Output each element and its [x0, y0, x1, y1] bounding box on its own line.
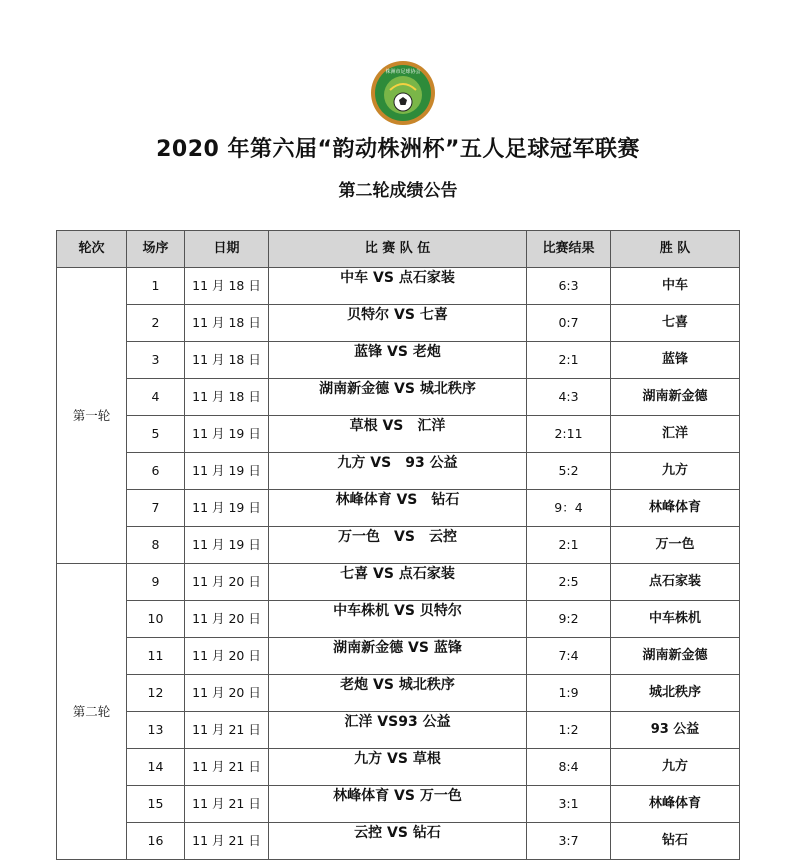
- header-match-no: 场序: [127, 231, 185, 268]
- date-cell: 11 月 21 日: [185, 786, 269, 823]
- match-no-cell: 10: [127, 601, 185, 638]
- score-cell: 2:1: [527, 527, 611, 564]
- table-row: [57, 675, 740, 712]
- match-no-cell: 4: [127, 379, 185, 416]
- date-cell: 11 月 20 日: [185, 675, 269, 712]
- date-cell: 11 月 20 日: [185, 638, 269, 675]
- match-no-cell: 13: [127, 712, 185, 749]
- table-row: [57, 527, 740, 564]
- match-no-cell: 6: [127, 453, 185, 490]
- table-row: [57, 564, 740, 601]
- match-no-cell: 2: [127, 305, 185, 342]
- table-row: [57, 453, 740, 490]
- match-no-cell: 3: [127, 342, 185, 379]
- date-cell: 11 月 19 日: [185, 490, 269, 527]
- match-no-cell: 8: [127, 527, 185, 564]
- table-row: [57, 416, 740, 453]
- table-row: [57, 379, 740, 416]
- match-no-cell: 15: [127, 786, 185, 823]
- teams-cell: 林峰体育 VS 钻石: [269, 490, 527, 527]
- teams-cell: 林峰体育 VS 万一色: [269, 786, 527, 823]
- winner-cell: 九方: [611, 749, 740, 786]
- winner-cell: 湖南新金德: [611, 638, 740, 675]
- teams-cell: 湖南新金德 VS 城北秩序: [269, 379, 527, 416]
- score-cell: 1:9: [527, 675, 611, 712]
- date-cell: 11 月 21 日: [185, 749, 269, 786]
- teams-cell: 万一色 VS 云控: [269, 527, 527, 564]
- date-cell: 11 月 18 日: [185, 342, 269, 379]
- score-cell: 1:2: [527, 712, 611, 749]
- score-cell: 8:4: [527, 749, 611, 786]
- score-cell: 3:7: [527, 823, 611, 860]
- teams-cell: 九方 VS 草根: [269, 749, 527, 786]
- teams-cell: 中车株机 VS 贝特尔: [269, 601, 527, 638]
- score-cell: 5:2: [527, 453, 611, 490]
- teams-cell: 蓝锋 VS 老炮: [269, 342, 527, 379]
- match-no-cell: 5: [127, 416, 185, 453]
- table-row: [57, 342, 740, 379]
- table-row: [57, 601, 740, 638]
- winner-cell: 九方: [611, 453, 740, 490]
- winner-cell: 93 公益: [611, 712, 740, 749]
- teams-cell: 湖南新金德 VS 蓝锋: [269, 638, 527, 675]
- winner-cell: 中车: [611, 268, 740, 305]
- teams-cell: 九方 VS 93 公益: [269, 453, 527, 490]
- header-result: 比赛结果: [527, 231, 611, 268]
- teams-cell: 汇洋 VS93 公益: [269, 712, 527, 749]
- table-row: [57, 268, 740, 305]
- date-cell: 11 月 20 日: [185, 564, 269, 601]
- teams-cell: 老炮 VS 城北秩序: [269, 675, 527, 712]
- score-cell: 2:11: [527, 416, 611, 453]
- score-cell: 9:2: [527, 601, 611, 638]
- score-cell: 6:3: [527, 268, 611, 305]
- match-no-cell: 11: [127, 638, 185, 675]
- date-cell: 11 月 20 日: [185, 601, 269, 638]
- header-winner: 胜 队: [611, 231, 740, 268]
- date-cell: 11 月 21 日: [185, 712, 269, 749]
- table-header-row: [57, 231, 740, 268]
- match-no-cell: 9: [127, 564, 185, 601]
- score-cell: 2:5: [527, 564, 611, 601]
- winner-cell: 点石家装: [611, 564, 740, 601]
- table-row: [57, 638, 740, 675]
- results-body: [57, 268, 740, 860]
- match-no-cell: 12: [127, 675, 185, 712]
- table-row: [57, 786, 740, 823]
- date-cell: 11 月 19 日: [185, 416, 269, 453]
- date-cell: 11 月 18 日: [185, 268, 269, 305]
- logo-ring-text: 株洲市足球协会: [385, 69, 421, 75]
- table-row: [57, 712, 740, 749]
- header-date: 日期: [185, 231, 269, 268]
- match-no-cell: 1: [127, 268, 185, 305]
- match-no-cell: 16: [127, 823, 185, 860]
- winner-cell: 中车株机: [611, 601, 740, 638]
- winner-cell: 七喜: [611, 305, 740, 342]
- header-round: 轮次: [57, 231, 127, 268]
- match-no-cell: 7: [127, 490, 185, 527]
- score-cell: 0:7: [527, 305, 611, 342]
- score-cell: 3:1: [527, 786, 611, 823]
- teams-cell: 云控 VS 钻石: [269, 823, 527, 860]
- match-no-cell: 14: [127, 749, 185, 786]
- winner-cell: 汇洋: [611, 416, 740, 453]
- round-label: 第二轮: [57, 564, 127, 860]
- teams-cell: 草根 VS 汇洋: [269, 416, 527, 453]
- page-subtitle: 第二轮成绩公告: [338, 181, 458, 201]
- date-cell: 11 月 19 日: [185, 527, 269, 564]
- winner-cell: 蓝锋: [611, 342, 740, 379]
- page-title: 2020 年第六届“韵动株洲杯”五人足球冠军联赛: [156, 137, 640, 162]
- date-cell: 11 月 21 日: [185, 823, 269, 860]
- score-cell: 2:1: [527, 342, 611, 379]
- teams-cell: 七喜 VS 点石家装: [269, 564, 527, 601]
- winner-cell: 钻石: [611, 823, 740, 860]
- score-cell: 9：4: [527, 490, 611, 527]
- table-row: [57, 490, 740, 527]
- winner-cell: 万一色: [611, 527, 740, 564]
- round-label: 第一轮: [57, 268, 127, 564]
- table-row: [57, 749, 740, 786]
- results-table: [56, 230, 740, 860]
- football-association-logo-icon: [370, 60, 436, 126]
- date-cell: 11 月 18 日: [185, 379, 269, 416]
- score-cell: 4:3: [527, 379, 611, 416]
- table-row: [57, 305, 740, 342]
- teams-cell: 中车 VS 点石家装: [269, 268, 527, 305]
- winner-cell: 林峰体育: [611, 786, 740, 823]
- score-cell: 7:4: [527, 638, 611, 675]
- teams-cell: 贝特尔 VS 七喜: [269, 305, 527, 342]
- winner-cell: 林峰体育: [611, 490, 740, 527]
- table-row: [57, 823, 740, 860]
- date-cell: 11 月 19 日: [185, 453, 269, 490]
- date-cell: 11 月 18 日: [185, 305, 269, 342]
- header-teams: 比 赛 队 伍: [269, 231, 527, 268]
- winner-cell: 城北秩序: [611, 675, 740, 712]
- winner-cell: 湖南新金德: [611, 379, 740, 416]
